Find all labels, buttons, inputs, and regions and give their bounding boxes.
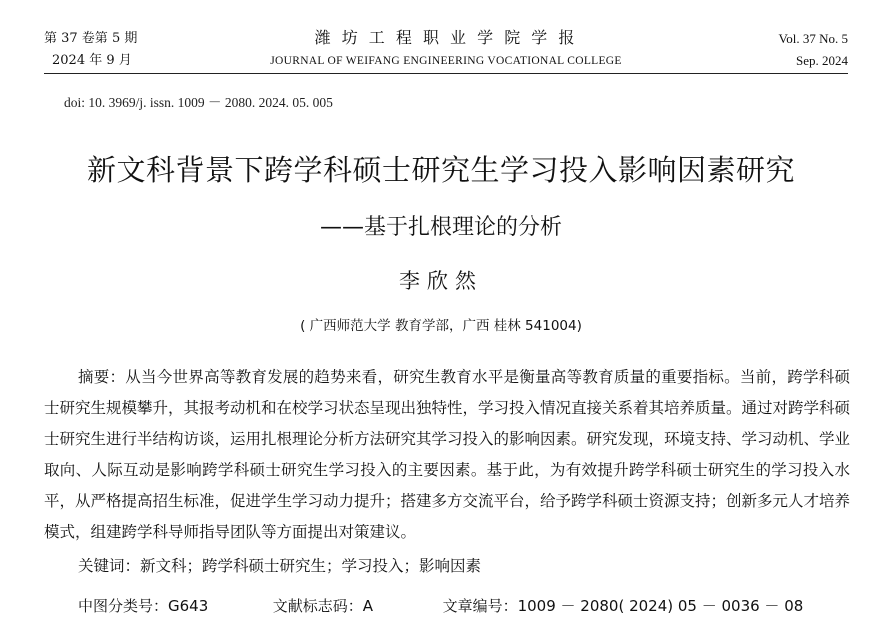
volume-issue-en: Vol. 37 No. 5 xyxy=(778,31,848,46)
journal-name-cn: 潍 坊 工 程 职 业 学 院 学 报 xyxy=(314,28,578,47)
author-affiliation: ( 广西师范大学 教育学部，广西 桂林 541004) xyxy=(300,318,582,334)
header-divider xyxy=(44,73,848,74)
author-name: 李欣然 xyxy=(399,269,483,293)
abstract: 摘要：从当今世界高等教育发展的趋势来看，研究生教育水平是衡量高等教育质量的重要指标。当前，跨学科硕士研究生规模攀升，其报考动机和在校学习状态呈现出独特性，学习投入情况直接关系着其培养质量。通过对跨学科硕士研究生进行半结构访谈，运用扎根理论分析方法研究其学习投入的影响因素。研究发现，环境支持、学习动机、学业取向、人际互动是影响跨学科硕士研究生学习投入的主要因素。基于此，为有效提升跨学科硕士研究生的学习投入水平，从严格提高招生标准，促进学生学习动力提升；搭建多方交流平台，给予跨学科硕士资源支持；创新多元人才培养模式，组建跨学科导师指导团队等方面提出对策建议。 xyxy=(44,368,851,541)
volume-issue-cn: 第 37 卷第 5 期 xyxy=(44,31,138,46)
doi: doi: 10. 3969/j. issn. 1009 － 2080. 2024. 05. 005 xyxy=(64,95,333,110)
article-number: 文章编号：1009 － 2080( 2024) 05 － 0036 － 08 xyxy=(442,597,804,615)
classification-line xyxy=(78,593,803,619)
date-cn: 2024 年 9 月 xyxy=(52,53,132,68)
keywords: 关键词：新文科；跨学科硕士研究生；学习投入；影响因素 xyxy=(78,557,482,575)
header-center xyxy=(44,26,848,72)
paper-subtitle: ——基于扎根理论的分析 xyxy=(319,215,562,240)
journal-header xyxy=(44,26,848,72)
journal-name-en: JOURNAL OF WEIFANG ENGINEERING VOCATIONAL COLLEGE xyxy=(270,55,622,67)
date-en: Sep. 2024 xyxy=(796,53,848,68)
paper-title: 新文科背景下跨学科硕士研究生学习投入影响因素研究 xyxy=(86,153,795,187)
clc-number: 中图分类号：G643 xyxy=(78,597,209,615)
header-right xyxy=(779,28,848,72)
document-code: 文献标志码：A xyxy=(272,597,374,615)
